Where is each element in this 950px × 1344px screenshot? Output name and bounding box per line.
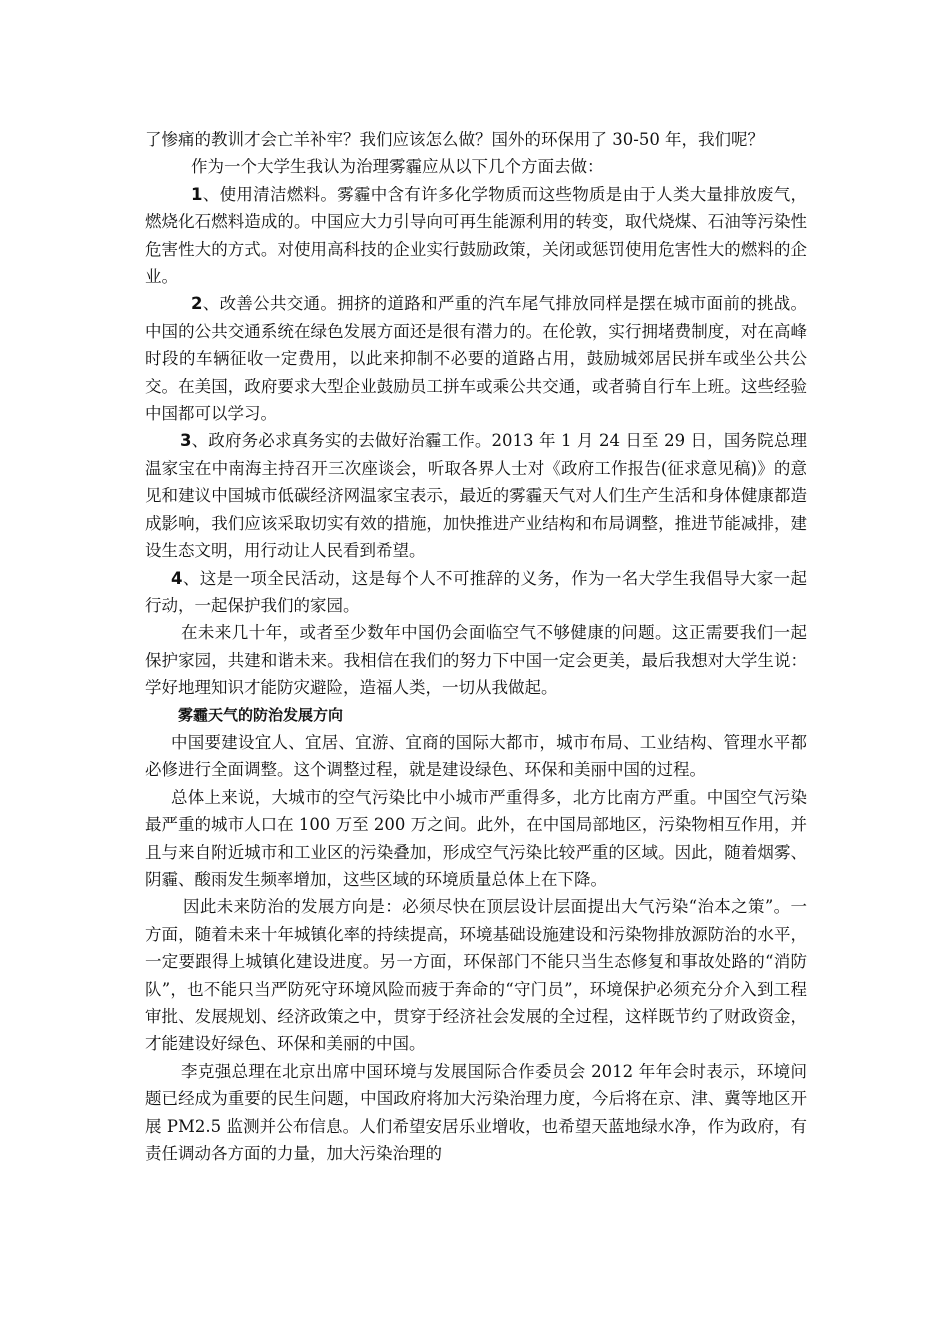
list-item-3-number: 3 [180,431,192,451]
list-item-2 [145,290,807,427]
paragraph-future: 在未来几十年，或者至少数年中国仍会面临空气不够健康的问题。这正需要我们一起保护家园，共建和谐未来。我相信在我们的努力下中国一定会更美，最后我想对大学生说：学好地理知识才能防灾避险，造福人类，一切从我做起。 [145,623,807,698]
paragraph-likeqiang: 李克强总理在北京出席中国环境与发展国际合作委员会 2012 年年会时表示，环境问题已经成为重要的民生问题，中国政府将加大污染治理力度，今后将在京、津、冀等地区开展 PM2.5 监测并公布信息。人们希望安居乐业增收，也希望天蓝地绿水净，作为政府，有责任调动各方面的力量，加大污染治理的 [145,1061,807,1164]
paragraph-city: 中国要建设宜人、宜居、宜游、宜商的国际大都市，城市布局、工业结构、管理水平都必修进行全面调整。这个调整过程，就是建设绿色、环保和美丽中国的过程。 [145,732,807,780]
paragraph-direction: 因此未来防治的发展方向是：必须尽快在顶层设计层面提出大气污染“治本之策”。一方面，随着未来十年城镇化率的持续提高，环境基础设施建设和污染物排放源防治的水平，一定要跟得上城镇化建设进度。另一方面，环保部门不能只当生态修复和事故处路的“消防队”，也不能只当严防死守环境风险而疲于奔命的“守门员”，环境保护必须充分介入到工程审批、发展规划、经济政策之中，贯穿于经济社会发展的全过程，这样既节约了财政资金，才能建设好绿色、环保和美丽的中国。 [145,897,807,1054]
document-body [145,126,807,1167]
list-item-1-number: 1 [191,184,203,204]
list-item-1 [145,181,807,291]
list-item-4-number: 4 [171,568,183,588]
paragraph-overall: 总体上来说，大城市的空气污染比中小城市严重得多，北方比南方严重。中国空气污染最严重的城市人口在 100 万至 200 万之间。此外，在中国局部地区，污染物相互作用，并且与来自附近城市和工业区的污染叠加，形成空气污染比较严重的区域。因此，随着烟雾、阴霾、酸雨发生频率增加，这些区域的环境质量总体上在下降。 [145,787,807,889]
list-item-2-text: 、改善公共交通。拥挤的道路和严重的汽车尾气排放同样是摆在城市面前的挑战。中国的公共交通系统在绿色发展方面还是很有潜力的。在伦敦，实行拥堵费制度，对在高峰时段的车辆征收一定费用，以此来抑制不必要的道路占用，鼓励城郊居民拼车或坐公共公交。在美国，政府要求大型企业鼓励员工拼车或乘公共交通，或者骑自行车上班。这些经验中国都可以学习。 [145,294,807,424]
list-item-3 [145,427,807,564]
list-item-1-text: 、使用清洁燃料。雾霾中含有许多化学物质而这些物质是由于人类大量排放废气，燃烧化石燃料造成的。中国应大力引导向可再生能源利用的转变，取代烧煤、石油等污染性危害性大的方式。对使用高科技的企业实行鼓励政策，关闭或惩罚使用危害性大的燃料的企业。 [145,184,807,287]
paragraph-continued: 了惨痛的教训才会亡羊补牢？我们应该怎么做？国外的环保用了 30-50 年，我们呢？ [145,130,765,149]
list-item-4-text: 、这是一项全民活动，这是每个人不可推辞的义务，作为一名大学生我倡导大家一起行动，一起保护我们的家园。 [145,568,807,615]
section-heading: 雾霾天气的防治发展方向 [178,705,344,724]
list-item-4 [145,565,807,620]
list-item-3-text: 、政府务必求真务实的去做好治霾工作。2013 年 1 月 24 日至 29 日，国务院总理 温家宝在中南海主持召开三次座谈会，听取各界人士对《政府工作报告(征求意见稿)》的意见和建议中国城市低碳经济网温家宝表示，最近的雾霾天气对人们生产生活和身体健康都造成影响，我们应该采取切实有效的措施，加快推进产业结构和布局调整，推进节能减排，建设生态文明，用行动让人民看到希望。 [145,431,807,561]
list-item-2-number: 2 [191,294,203,314]
paragraph-intro: 作为一个大学生我认为治理雾霾应从以下几个方面去做： [191,157,604,177]
